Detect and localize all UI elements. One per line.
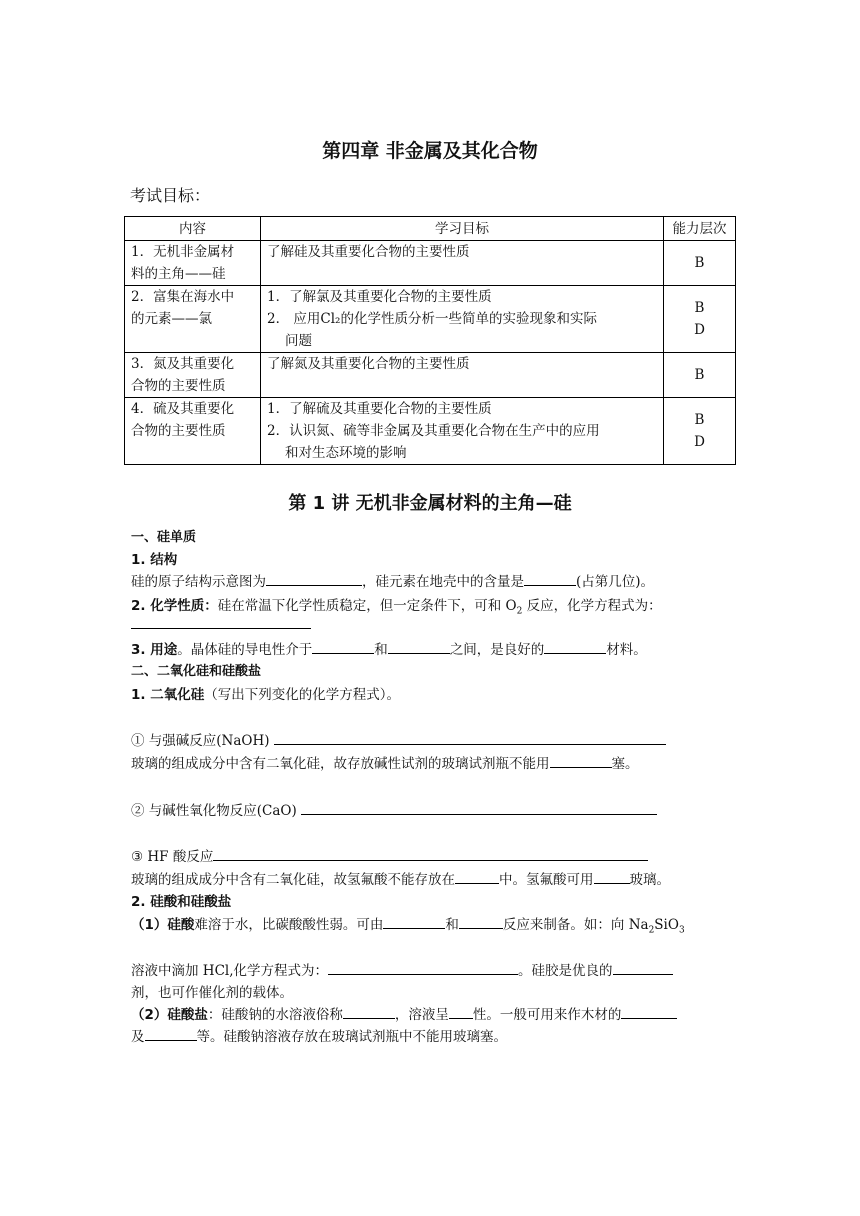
subsection-heading: 1. 结构 bbox=[131, 552, 178, 568]
content-line: 3．氮及其重要化 bbox=[131, 356, 235, 372]
row-goal bbox=[261, 353, 664, 398]
answer-blank[interactable] bbox=[274, 730, 666, 745]
text-segment: 。硅胶是优良的 bbox=[518, 963, 613, 979]
answer-blank[interactable] bbox=[449, 1004, 473, 1019]
text-segment: 难溶于水，比碳酸酸性弱。可由 bbox=[194, 917, 384, 933]
header-goal: 学习目标 bbox=[261, 217, 664, 241]
subsection-heading: （2）硅酸盐 bbox=[131, 1007, 208, 1023]
text-line bbox=[131, 1025, 507, 1045]
answer-blank[interactable] bbox=[388, 639, 450, 654]
text-line bbox=[131, 959, 673, 979]
goal-line: 2．认识氮、硫等非金属及其重要化合物在生产中的应用 bbox=[267, 423, 600, 439]
table-row bbox=[125, 286, 736, 353]
content-line: 4．硫及其重要化 bbox=[131, 401, 235, 417]
answer-blank[interactable] bbox=[343, 1004, 395, 1019]
section-heading: 一、硅单质 bbox=[131, 530, 197, 545]
content-line: 料的主角——硅 bbox=[131, 266, 226, 282]
text-line bbox=[131, 614, 311, 633]
table-header-row bbox=[125, 217, 736, 241]
text-segment: ③ HF 酸反应 bbox=[131, 849, 214, 865]
goal-line: 2． 应用Cl₂的化学性质分析一些简单的实验现象和实际 bbox=[267, 311, 597, 327]
row-level bbox=[664, 286, 736, 353]
subscript: 2 bbox=[516, 606, 523, 617]
text-segment: 硅的原子结构示意图为 bbox=[131, 574, 266, 590]
text-segment: 。晶体硅的导电性介于 bbox=[177, 642, 313, 658]
answer-blank[interactable] bbox=[328, 960, 518, 975]
text-segment: ② 与碱性氧化物反应(CaO) bbox=[131, 803, 302, 819]
text-segment: (占第几位)。 bbox=[576, 574, 655, 590]
row-content bbox=[125, 241, 261, 286]
row-goal bbox=[261, 241, 664, 286]
answer-blank[interactable] bbox=[383, 914, 445, 929]
level-value: D bbox=[694, 322, 705, 338]
text-line bbox=[131, 729, 666, 749]
text-line bbox=[131, 638, 647, 658]
content-line: 合物的主要性质 bbox=[131, 423, 226, 439]
chapter-title: 第四章 非金属及其化合物 bbox=[322, 140, 538, 162]
content-line: 1．无机非金属材 bbox=[131, 244, 235, 260]
text-segment: 等。硅酸钠溶液存放在玻璃试剂瓶中不能用玻璃塞。 bbox=[196, 1029, 507, 1045]
text-line bbox=[131, 913, 685, 936]
row-content bbox=[125, 286, 261, 353]
answer-blank[interactable] bbox=[544, 639, 606, 654]
text-segment: ，溶液呈 bbox=[394, 1007, 449, 1023]
text-segment: 材料。 bbox=[606, 642, 647, 658]
row-goal bbox=[261, 398, 664, 465]
subscript: 2 bbox=[648, 925, 655, 936]
answer-blank[interactable] bbox=[301, 800, 657, 815]
subsection-heading: 2. 硅酸和硅酸盐 bbox=[131, 894, 232, 910]
answer-blank[interactable] bbox=[459, 914, 503, 929]
subscript: 3 bbox=[678, 925, 685, 936]
text-segment: 和 bbox=[374, 642, 388, 658]
text-segment: 硅在常温下化学性质稳定，但一定条件下，可和 O bbox=[217, 598, 517, 614]
text-segment: 塞。 bbox=[611, 756, 639, 772]
subsection-heading: 1. 二氧化硅 bbox=[131, 687, 205, 703]
text-line: 剂，也可作催化剂的载体。 bbox=[131, 985, 293, 1001]
text-line bbox=[131, 752, 639, 772]
text-segment: 反应来制备。如：向 Na bbox=[502, 917, 649, 933]
header-level: 能力层次 bbox=[664, 217, 736, 241]
text-line bbox=[131, 868, 670, 888]
row-level bbox=[664, 353, 736, 398]
answer-blank[interactable] bbox=[455, 869, 499, 884]
goal-line: 1．了解氯及其重要化合物的主要性质 bbox=[267, 289, 492, 305]
answer-blank[interactable] bbox=[131, 614, 311, 629]
text-segment: 反应，化学方程式为： bbox=[522, 598, 662, 614]
goal-line: 1．了解硫及其重要化合物的主要性质 bbox=[267, 401, 492, 417]
text-segment: 中。氢氟酸可用 bbox=[499, 872, 594, 888]
answer-blank[interactable] bbox=[594, 869, 630, 884]
row-level bbox=[664, 398, 736, 465]
level-value: B bbox=[694, 367, 705, 383]
text-segment: SiO bbox=[654, 917, 679, 933]
answer-blank[interactable] bbox=[524, 571, 576, 586]
answer-blank[interactable] bbox=[621, 1004, 677, 1019]
table-row bbox=[125, 241, 736, 286]
row-content bbox=[125, 398, 261, 465]
subsection-heading: 3. 用途 bbox=[131, 642, 178, 658]
level-value: B bbox=[694, 412, 705, 428]
text-segment: （写出下列变化的化学方程式）。 bbox=[204, 687, 400, 703]
exam-goals-table bbox=[124, 216, 736, 465]
answer-blank[interactable] bbox=[312, 639, 374, 654]
answer-blank[interactable] bbox=[145, 1026, 197, 1041]
lecture-title: 第 1 讲 无机非金属材料的主角—硅 bbox=[288, 493, 572, 514]
answer-blank[interactable] bbox=[266, 571, 362, 586]
content-line: 的元素——氯 bbox=[131, 311, 212, 327]
answer-blank[interactable] bbox=[613, 960, 673, 975]
text-segment: 溶液中滴加 HCl,化学方程式为： bbox=[131, 963, 329, 979]
text-line bbox=[131, 799, 657, 819]
goal-line: 和对生态环境的影响 bbox=[285, 445, 407, 461]
row-level bbox=[664, 241, 736, 286]
text-line bbox=[131, 845, 648, 865]
subsection-heading: 2. 化学性质： bbox=[131, 598, 218, 614]
text-segment: 玻璃的组成成分中含有二氧化硅，故存放碱性试剂的玻璃试剂瓶不能用 bbox=[131, 756, 550, 772]
level-value: B bbox=[694, 255, 705, 271]
subsection-heading: （1）硅酸 bbox=[131, 917, 195, 933]
goal-line: 问题 bbox=[285, 333, 312, 349]
text-line bbox=[131, 570, 654, 590]
text-segment: 性。一般可用来作木材的 bbox=[472, 1007, 622, 1023]
text-segment: ① 与强碱反应(NaOH) bbox=[131, 733, 274, 749]
text-segment: 和 bbox=[445, 917, 459, 933]
text-line bbox=[131, 683, 400, 703]
text-line bbox=[131, 1003, 677, 1023]
header-content: 内容 bbox=[125, 217, 261, 241]
goal-line: 了解氮及其重要化合物的主要性质 bbox=[267, 356, 470, 372]
section-heading: 二、二氧化硅和硅酸盐 bbox=[131, 664, 262, 679]
text-segment: 之间，是良好的 bbox=[449, 642, 545, 658]
text-segment: 玻璃。 bbox=[629, 872, 670, 888]
text-segment: ，硅元素在地壳中的含量是 bbox=[362, 574, 524, 590]
answer-blank[interactable] bbox=[213, 846, 648, 861]
row-goal bbox=[261, 286, 664, 353]
content-line: 2．富集在海水中 bbox=[131, 289, 235, 305]
text-segment: 及 bbox=[131, 1029, 145, 1045]
answer-blank[interactable] bbox=[550, 753, 612, 768]
goal-line: 了解硅及其重要化合物的主要性质 bbox=[267, 244, 470, 260]
level-value: D bbox=[694, 434, 705, 450]
table-row bbox=[125, 398, 736, 465]
row-content bbox=[125, 353, 261, 398]
level-value: B bbox=[694, 300, 705, 316]
table-row bbox=[125, 353, 736, 398]
exam-goals-label: 考试目标： bbox=[130, 186, 211, 205]
text-segment: ：硅酸钠的水溶液俗称 bbox=[207, 1007, 343, 1023]
text-segment: 玻璃的组成成分中含有二氧化硅，故氢氟酸不能存放在 bbox=[131, 872, 455, 888]
content-line: 合物的主要性质 bbox=[131, 378, 226, 394]
